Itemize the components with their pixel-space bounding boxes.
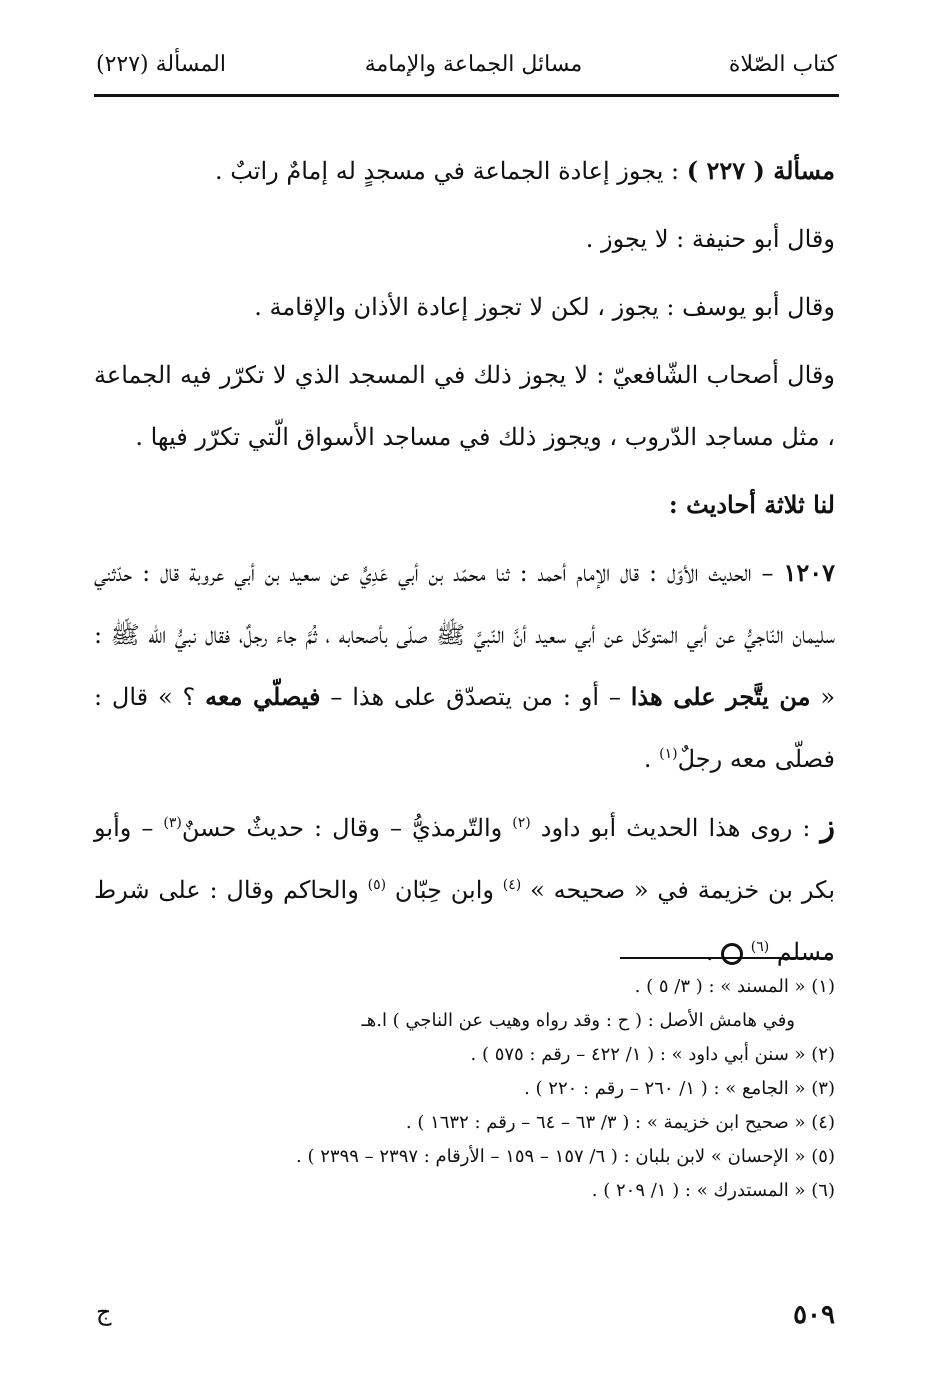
- evidence-heading: لنا ثلاثة أحاديث :: [668, 490, 835, 519]
- hadith-end: .: [643, 745, 660, 773]
- footnote-ref-5: (٥): [367, 877, 387, 893]
- signature-mark: ج: [96, 1298, 112, 1326]
- abu-hanifa-opinion: وقال أبو حنيفة : لا يجوز .: [585, 225, 835, 253]
- hadith-variant: – أو : من يتصدّق على هذا –: [320, 683, 631, 711]
- footnote-3: (٣) « الجامع » : ( ١/ ٢٦٠ – رقم : ٢٢٠ ) .: [524, 1078, 835, 1099]
- footnote-ref-2: (٢): [512, 815, 531, 831]
- footnote-ref-6: (٦): [750, 939, 770, 955]
- issue-statement: [94, 140, 835, 202]
- footnote-ref-4: (٤): [502, 877, 522, 893]
- takhrij-part-d: وابن حِبّان: [386, 876, 503, 904]
- issue-label: مسألة ( ٢٢٧ ): [686, 156, 835, 185]
- takhrij-paragraph: [94, 796, 835, 983]
- hadith-number: ١٢٠٧: [783, 558, 835, 587]
- hadith-conclusion: ؟ » قال : فصلّى معه رجلٌ: [94, 683, 835, 773]
- footnotes: [94, 970, 835, 1208]
- takhrij-part-a: : روى هذا الحديث أبو داود: [530, 814, 821, 842]
- footnote-5: (٥) « الإحسان » لابن بلبان : ( ٦/ ١٥٧ – ١٥٩ – الأرقام : ٢٣٩٧ – ٢٣٩٩ ) .: [296, 1146, 835, 1167]
- header-rule: [94, 94, 839, 97]
- footnote-6: (٦) « المستدرك » : ( ١/ ٢٠٩ ) .: [591, 1180, 835, 1201]
- footnote-4: (٤) « صحيح ابن خزيمة » : ( ٣/ ٦٣ – ٦٤ – رقم : ١٦٣٢ ) .: [405, 1112, 835, 1133]
- end-circle-icon: [721, 943, 743, 965]
- takhrij-part-e: والحاكم وقال : على شرط مسلم: [94, 876, 835, 966]
- abu-yusuf-opinion: وقال أبو يوسف : يجوز ، لكن لا تجوز إعادة الأذان والإقامة .: [254, 293, 835, 321]
- takhrij-end: .: [705, 938, 722, 966]
- hadith-quote-end: فيصلّي معه: [205, 682, 321, 711]
- shafii-opinion: وقال أصحاب الشّافعيّ : لا يجوز ذلك في المسجد الذي لا تكرّر فيه الجماعة ، مثل مساجد الدّروب ، ويجوز ذلك في مساجد الأسواق الّتي تكرّر فيها .: [94, 361, 835, 451]
- takhrij-part-c: – وأبو بكر بن خزيمة في « صحيحه »: [94, 814, 835, 904]
- issue-ruling: : يجوز إعادة الجماعة في مسجدٍ له إمامٌ راتبٌ .: [214, 157, 687, 185]
- running-header-issue: المسألة (٢٢٧): [96, 52, 226, 77]
- footnote-separator: [620, 957, 832, 959]
- hadith-chain: – الحديث الأوّل : قال الإمام أحمد : ثنا محمّد بن أبي عَدِيٍّ عن سعيد بن أبي عروبة قال : حدّثني سليمان النّاجيُّ عن أبي المتوكّل عن أبي سعيد أنَّ النّبيَّ ﷺ صلّى بأصحابه ، ثُمَّ جاء رجلٌ، فقال نبيُّ الله ﷺ : «: [94, 559, 836, 711]
- takhrij-part-b: والتّرمذيُّ – وقال : حديثٌ حسنٌ: [181, 814, 513, 842]
- hadith-paragraph: [94, 542, 835, 790]
- takhrij-symbol: ز: [820, 809, 835, 844]
- running-header-book: كتاب الصّلاة: [728, 52, 837, 77]
- footnote-1: (١) « المسند » : ( ٣/ ٥ ) .: [634, 976, 835, 997]
- hadith-quote: من يتَّجر على هذا: [630, 682, 811, 711]
- footnote-ref-1: (١): [659, 746, 678, 762]
- footnote-2: (٢) « سنن أبي داود » : ( ١/ ٤٢٢ – رقم : ٥٧٥ ) .: [470, 1044, 835, 1065]
- main-text: [94, 140, 835, 989]
- footnote-ref-3: (٣): [163, 815, 182, 831]
- running-header-chapter: مسائل الجماعة والإمامة: [364, 52, 583, 77]
- page-number: ٥٠٩: [793, 1300, 835, 1330]
- footnote-1-margin-note: وفي هامش الأصل : ( ح : وقد رواه وهيب عن الناجي ) ا.هـ: [361, 1010, 795, 1031]
